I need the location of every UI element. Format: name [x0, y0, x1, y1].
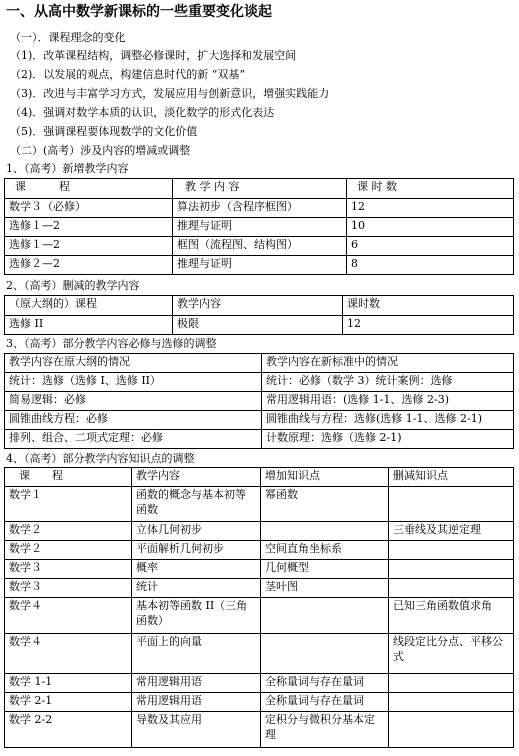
- table-row: [5, 430, 514, 449]
- table-cell: 计数原理：选修（选修 2-1): [262, 430, 514, 449]
- table-cell: 常用逻辑用语：(选修 1-1、选修 2-3): [262, 392, 514, 411]
- page-title: 一、从高中数学新课标的一些重要变化谈起: [6, 4, 272, 20]
- section1-item: （5)．强调课程要体现数学的文化价值: [10, 125, 198, 138]
- header-cell: 课 程: [5, 179, 173, 199]
- table-cell: 圆锥曲线方程：必修: [5, 411, 262, 430]
- table-cell: [389, 674, 514, 693]
- table-cell: [389, 693, 514, 712]
- table-cell: 算法初步（含程序框图）: [173, 199, 347, 218]
- header-cell: 教学内容: [132, 468, 261, 487]
- table-cell: 平面解析几何初步: [132, 541, 261, 560]
- table-cell: 三垂线及其逆定理: [389, 522, 514, 541]
- header-cell: 增加知识点: [261, 468, 389, 487]
- section1-item: （3)．改进与丰富学习方式，发展应用与创新意识，增强实践能力: [10, 87, 330, 100]
- table-row: [5, 237, 514, 256]
- table-cell: 极限: [173, 316, 343, 335]
- table-cell: [389, 560, 514, 579]
- table-row: [5, 392, 514, 411]
- table-row: [5, 634, 514, 674]
- table-cell: 选修１—2: [5, 237, 173, 256]
- table-row: [5, 560, 514, 579]
- table-cell: 6: [347, 237, 514, 256]
- section1-item: （4)．强调对数学本质的认识，淡化数学的形式化表达: [10, 106, 275, 119]
- table-cell: [389, 487, 514, 522]
- header-cell: 课 时 数: [347, 179, 514, 199]
- table-cell: 统计：必修（数学 3）统计案例：选修: [262, 373, 514, 392]
- table-cell: 10: [347, 218, 514, 237]
- header-cell: 课 程: [5, 468, 132, 487]
- table-cell: 12: [347, 199, 514, 218]
- table-cell: 数学２: [5, 522, 132, 541]
- section1-heading: （一）．课程理念的变化: [10, 31, 126, 44]
- table-cell: 框图（流程图、结构图）: [173, 237, 347, 256]
- table-cell: 数学 1-1: [5, 674, 132, 693]
- table-row: [5, 199, 514, 218]
- table-removed-content: [4, 295, 514, 335]
- table-row: [5, 693, 514, 712]
- table-cell: 统计: [132, 579, 261, 598]
- table-cell: [389, 712, 514, 748]
- table-required-elective: [4, 353, 514, 449]
- table-cell: [389, 579, 514, 598]
- table-row: [5, 522, 514, 541]
- table-cell: 统计：选修（选修 I、选修 II）: [5, 373, 262, 392]
- header-cell: 删减知识点: [389, 468, 514, 487]
- table-header-row: [5, 468, 514, 487]
- table-row: [5, 541, 514, 560]
- table-cell: 数学 2-1: [5, 693, 132, 712]
- section1-item: （2)．以发展的观点，构建信息时代的新 “双基”: [10, 68, 246, 81]
- table-cell: [261, 522, 389, 541]
- header-cell: 课时数: [343, 296, 514, 316]
- table-cell: 基本初等函数 II（三角函数）: [132, 598, 261, 634]
- table-cell: 数学 2-2: [5, 712, 132, 748]
- table-cell: 数学４: [5, 634, 132, 674]
- table-cell: 几何概型: [261, 560, 389, 579]
- table-header-row: [5, 296, 514, 316]
- table-row: [5, 316, 514, 335]
- table-cell: 空间直角坐标系: [261, 541, 389, 560]
- table-cell: 全称量词与存在量词: [261, 693, 389, 712]
- table-cell: 8: [347, 256, 514, 275]
- table-cell: 常用逻辑用语: [132, 693, 261, 712]
- table-cell: 线段定比分点、平移公式: [389, 634, 514, 674]
- table-cell: 选修 II: [5, 316, 173, 335]
- table-cell: 排列、组合、二项式定理：必修: [5, 430, 262, 449]
- table-cell: 推理与证明: [173, 256, 347, 275]
- table-new-content: [4, 178, 514, 275]
- table-cell: [261, 634, 389, 674]
- table-cell: 数学１: [5, 487, 132, 522]
- table-row: [5, 411, 514, 430]
- table-cell: 简易逻辑：必修: [5, 392, 262, 411]
- table-cell: [261, 598, 389, 634]
- header-cell: 教学内容: [173, 296, 343, 316]
- table-row: [5, 579, 514, 598]
- table2-caption: 2、（高考）删减的教学内容: [6, 279, 140, 292]
- table-cell: 幂函数: [261, 487, 389, 522]
- table-cell: 数学３（必修）: [5, 199, 173, 218]
- table-cell: 已知三角函数值求角: [389, 598, 514, 634]
- table-header-row: [5, 179, 514, 199]
- table-cell: 数学２: [5, 541, 132, 560]
- table-cell: 常用逻辑用语: [132, 674, 261, 693]
- section1-item: （1)．改革课程结构，调整必修课时，扩大选择和发展空间: [10, 49, 297, 62]
- table-cell: 函数的概念与基本初等函数: [132, 487, 261, 522]
- table-cell: 定积分与微积分基本定理: [261, 712, 389, 748]
- table-row: [5, 256, 514, 275]
- header-cell: 教 学 内 容: [173, 179, 347, 199]
- table-header-row: [5, 354, 514, 373]
- table-cell: 平面上的向量: [132, 634, 261, 674]
- table-cell: [389, 541, 514, 560]
- table-cell: 立体几何初步: [132, 522, 261, 541]
- table-row: [5, 487, 514, 522]
- header-cell: （原大纲的）课程: [5, 296, 173, 316]
- table-cell: 选修２—2: [5, 256, 173, 275]
- table-cell: 推理与证明: [173, 218, 347, 237]
- table-row: [5, 218, 514, 237]
- table-cell: 导数及其应用: [132, 712, 261, 748]
- table4-caption: 4、（高考）部分教学内容知识点的调整: [6, 452, 195, 465]
- table-knowledge-points: [4, 467, 514, 748]
- table1-caption: 1、（高考）新增教学内容: [6, 162, 129, 175]
- table-cell: 茎叶图: [261, 579, 389, 598]
- table-cell: 选修１—2: [5, 218, 173, 237]
- table-cell: 圆锥曲线与方程：选修(选修 1-1、选修 2-1): [262, 411, 514, 430]
- table-cell: 12: [343, 316, 514, 335]
- section2-heading: （二）(高考）涉及内容的增减或调整: [10, 144, 191, 157]
- table-cell: 数学３: [5, 579, 132, 598]
- table-row: [5, 598, 514, 634]
- table3-caption: 3、（高考）部分教学内容必修与选修的调整: [6, 337, 217, 350]
- header-cell: 教学内容在原大纲的情况: [5, 354, 262, 373]
- table-row: [5, 674, 514, 693]
- table-cell: 概率: [132, 560, 261, 579]
- table-cell: 数学４: [5, 598, 132, 634]
- table-row: [5, 373, 514, 392]
- table-row: [5, 712, 514, 748]
- table-cell: 全称量词与存在量词: [261, 674, 389, 693]
- table-cell: 数学３: [5, 560, 132, 579]
- header-cell: 教学内容在新标准中的情况: [262, 354, 514, 373]
